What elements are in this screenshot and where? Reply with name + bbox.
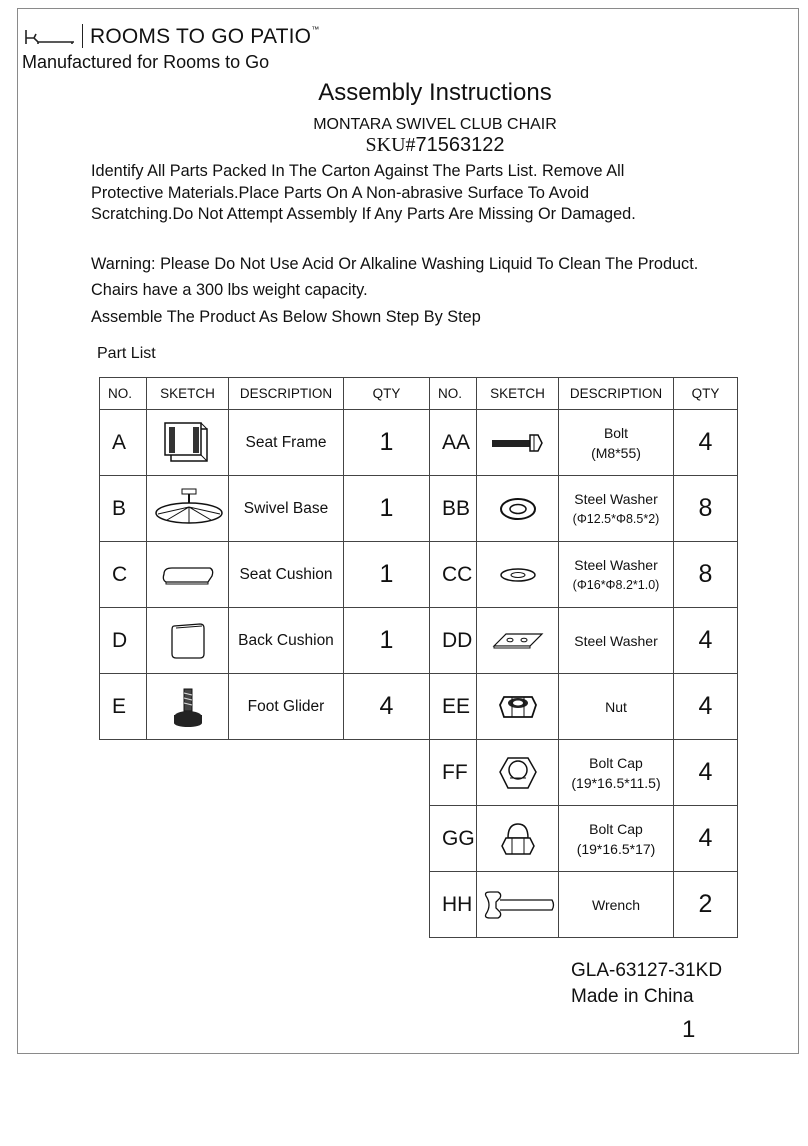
header-description-right: DESCRIPTION — [559, 378, 674, 410]
part-no: D — [100, 608, 147, 674]
wrench-icon — [477, 872, 559, 938]
part-no: HH — [430, 872, 477, 938]
page-title: Assembly Instructions — [318, 79, 552, 106]
part-no: E — [100, 674, 147, 740]
part-no: GG — [430, 806, 477, 872]
sku: SKU#71563122 — [365, 134, 505, 156]
bolt-cap-tall-icon — [477, 806, 559, 872]
part-description: Nut — [559, 674, 674, 740]
page-number: 1 — [682, 1016, 696, 1043]
assemble-text: Assemble The Product As Below Shown Step By Step — [91, 308, 481, 326]
product-code: GLA-63127-31KD — [571, 960, 723, 981]
flat-washer-icon — [477, 542, 559, 608]
seat-frame-icon — [147, 410, 229, 476]
brand-name: ROOMS TO GO PATIO™ — [90, 25, 320, 48]
part-list-title: Part List — [97, 345, 156, 362]
part-qty: 4 — [674, 740, 738, 806]
part-description: Bolt Cap (19*16.5*17) — [559, 806, 674, 872]
seat-cushion-icon — [147, 542, 229, 608]
table-row — [100, 608, 738, 674]
part-description: Seat Cushion — [229, 542, 344, 608]
swivel-base-icon — [147, 476, 229, 542]
manufactured-for: Manufactured for Rooms to Go — [22, 52, 270, 72]
washer-icon — [477, 476, 559, 542]
back-cushion-icon — [147, 608, 229, 674]
part-no: B — [100, 476, 147, 542]
part-description: Wrench — [559, 872, 674, 938]
part-no: BB — [430, 476, 477, 542]
part-qty: 2 — [674, 872, 738, 938]
header-no-right: NO. — [430, 378, 477, 410]
capacity-text: Chairs have a 300 lbs weight capacity. — [91, 281, 368, 299]
part-qty: 1 — [344, 476, 430, 542]
part-description: Seat Frame — [229, 410, 344, 476]
table-header-row — [100, 378, 738, 410]
part-description: Bolt Cap (19*16.5*11.5) — [559, 740, 674, 806]
part-no: FF — [430, 740, 477, 806]
table-row — [100, 542, 738, 608]
table-row — [100, 410, 738, 476]
part-no: CC — [430, 542, 477, 608]
part-description: Back Cushion — [229, 608, 344, 674]
header-qty-right: QTY — [674, 378, 738, 410]
warning-text: Warning: Please Do Not Use Acid Or Alkaline Washing Liquid To Clean The Product. — [91, 255, 699, 273]
table-row — [100, 806, 738, 872]
part-qty: 4 — [674, 410, 738, 476]
intro-paragraph: Identify All Parts Packed In The Carton Against The Parts List. Remove All Protective Materials.Place Parts On A Non-abrasive Surface To Avoid Scratching.Do Not Attempt Assembly If Any Parts Are Missing Or Damaged. — [91, 162, 636, 223]
parts-table — [99, 377, 738, 938]
part-qty: 4 — [344, 674, 430, 740]
table-row — [100, 674, 738, 740]
part-qty: 8 — [674, 542, 738, 608]
made-in: Made in China — [571, 986, 694, 1007]
part-qty: 4 — [674, 806, 738, 872]
part-description: Steel Washer — [559, 608, 674, 674]
brand-separator — [82, 24, 83, 48]
header-no: NO. — [100, 378, 147, 410]
header-qty: QTY — [344, 378, 430, 410]
plate-washer-icon — [477, 608, 559, 674]
part-qty: 1 — [344, 542, 430, 608]
table-row — [100, 872, 738, 938]
part-qty: 4 — [674, 608, 738, 674]
part-description: Steel Washer (Φ16*Φ8.2*1.0) — [559, 542, 674, 608]
part-qty: 1 — [344, 608, 430, 674]
product-name: MONTARA SWIVEL CLUB CHAIR — [313, 116, 557, 133]
part-description: Steel Washer (Φ12.5*Φ8.5*2) — [559, 476, 674, 542]
header-sketch-right: SKETCH — [477, 378, 559, 410]
part-description: Bolt (M8*55) — [559, 410, 674, 476]
part-qty: 8 — [674, 476, 738, 542]
table-row — [100, 476, 738, 542]
table-row — [100, 740, 738, 806]
part-no: AA — [430, 410, 477, 476]
header-description: DESCRIPTION — [229, 378, 344, 410]
part-description: Foot Glider — [229, 674, 344, 740]
part-no: C — [100, 542, 147, 608]
patio-chair-logo-icon — [24, 26, 76, 48]
part-no: A — [100, 410, 147, 476]
part-description: Swivel Base — [229, 476, 344, 542]
nut-icon — [477, 674, 559, 740]
foot-glider-icon — [147, 674, 229, 740]
bolt-cap-icon — [477, 740, 559, 806]
part-no: EE — [430, 674, 477, 740]
part-qty: 1 — [344, 410, 430, 476]
bolt-icon — [477, 410, 559, 476]
part-no: DD — [430, 608, 477, 674]
part-qty: 4 — [674, 674, 738, 740]
header-sketch: SKETCH — [147, 378, 229, 410]
